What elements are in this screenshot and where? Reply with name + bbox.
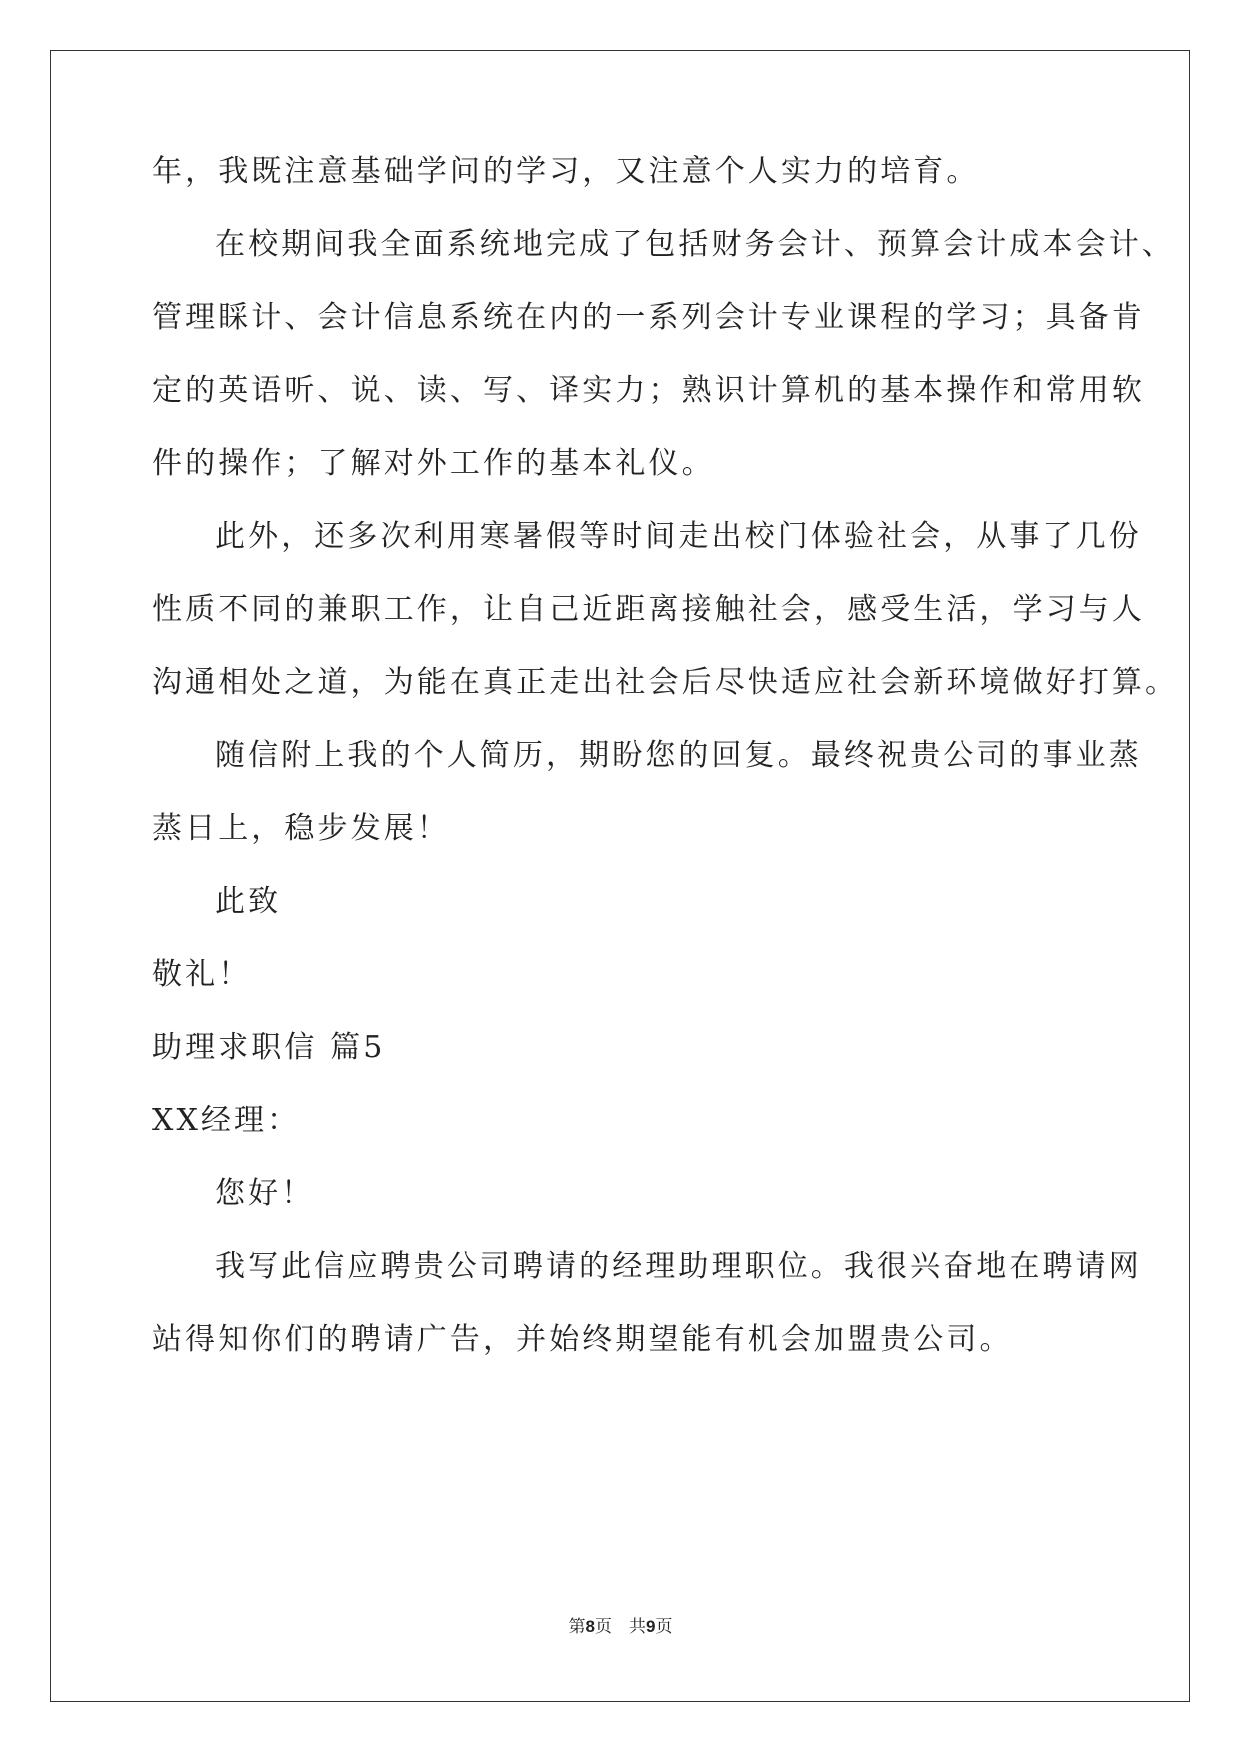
current-page-number: 8: [585, 1617, 595, 1636]
footer-suffix: 页: [655, 1617, 673, 1637]
paragraph-first-line: 随信附上我的个人简历，期盼您的回复。最终祝贵公司的事业蒸: [215, 738, 1142, 773]
text-line: 件的操作；了解对外工作的基本礼仪。: [152, 446, 715, 481]
paragraph-first-line: 在校期间我全面系统地完成了包括财务会计、预算会计成本会计、: [215, 227, 1175, 262]
footer-middle: 页 共: [595, 1617, 646, 1637]
paragraph-first-line: 此外，还多次利用寒暑假等时间走出校门体验社会，从事了几份: [215, 519, 1142, 554]
footer-prefix: 第: [568, 1617, 586, 1637]
total-pages-number: 9: [646, 1617, 656, 1636]
text-line: 沟通相处之道，为能在真正走出社会后尽快适应社会新环境做好打算。: [152, 665, 1179, 700]
text-line: 定的英语听、说、读、写、译实力；熟识计算机的基本操作和常用软: [152, 373, 1145, 408]
letter-greeting: 您好！: [215, 1176, 315, 1211]
text-line: 性质不同的兼职工作，让自己近距离接触社会，感受生活，学习与人: [152, 592, 1145, 627]
section-heading: 助理求职信 篇5: [152, 1030, 386, 1065]
closing-regards: 敬礼！: [152, 957, 252, 992]
text-line: 蒸日上，稳步发展！: [152, 811, 450, 846]
text-line: 管理睬计、会计信息系统在内的一系列会计专业课程的学习；具备肯: [152, 300, 1145, 335]
paragraph-first-line: 我写此信应聘贵公司聘请的经理助理职位。我很兴奋地在聘请网: [215, 1249, 1142, 1284]
closing-salutation: 此致: [215, 884, 282, 919]
letter-recipient: XX经理：: [152, 1103, 301, 1138]
text-line: 站得知你们的聘请广告，并始终期望能有机会加盟贵公司。: [152, 1322, 1013, 1357]
text-line: 年，我既注意基础学问的学习，又注意个人实力的培育。: [152, 154, 980, 189]
page-footer: [0, 1612, 1241, 1637]
